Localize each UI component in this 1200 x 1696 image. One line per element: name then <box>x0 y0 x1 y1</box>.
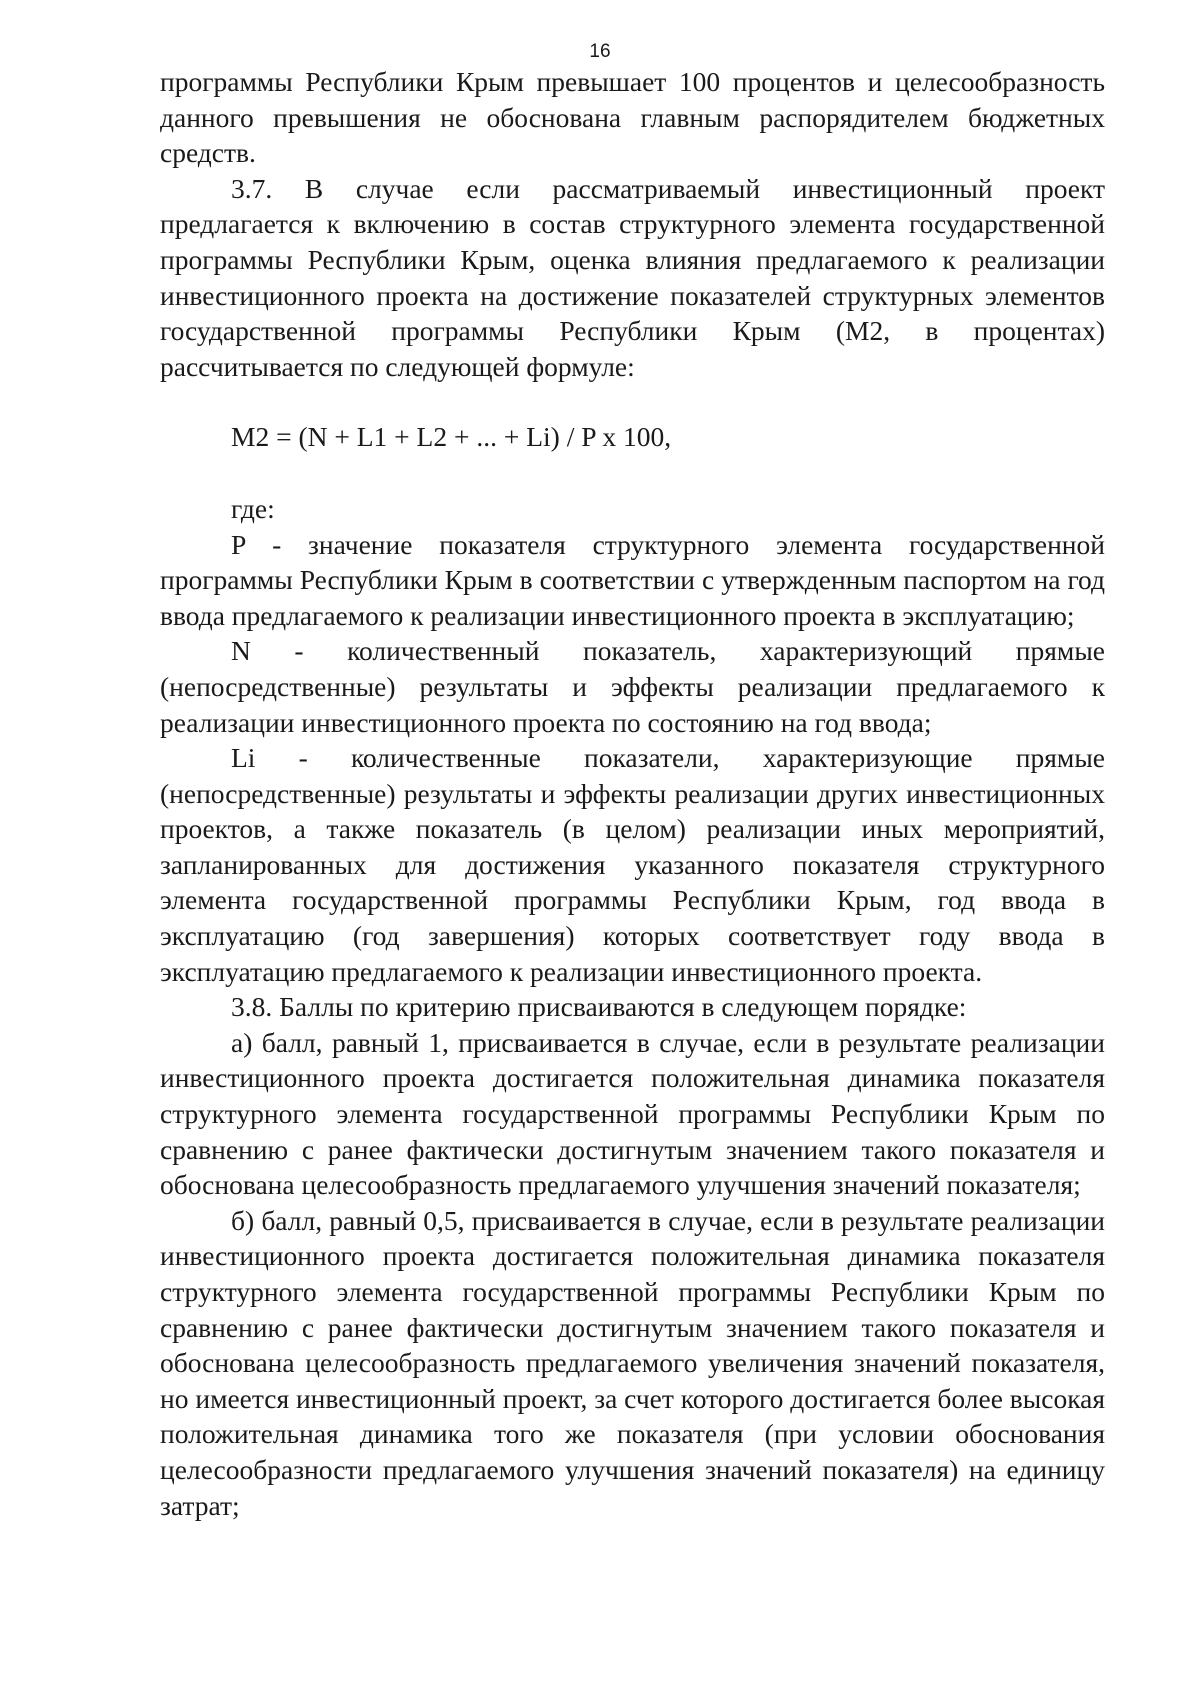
definition-n: N - количественный показатель, характеризующий прямые (непосредственные) результаты и эффекты реализации предлагаемого к реализации инвестиционного проекта по состоянию на год ввода; <box>160 635 1105 738</box>
definition-p: P - значение показателя структурного элемента государственной программы Республики Крым в соответствии с утвержденным паспортом на год ввода предлагаемого к реализации инвестиционного проекта в эксплуатацию; <box>160 528 1105 631</box>
item-a: а) балл, равный 1, присваивается в случае, если в результате реализации инвестиционного проекта достигается положительная динамика показателя структурного элемента государственной программы Республики Крым по сравнению с ранее фактически достигнутым значением такого показателя и обоснована целесообразность предлагаемого улучшения значений показателя; <box>160 1026 1105 1201</box>
page-number: 16 <box>589 41 611 62</box>
paragraph-3-8: 3.8. Баллы по критерию присваиваются в следующем порядке: <box>231 991 967 1023</box>
paragraph-3-7: 3.7. В случае если рассматриваемый инвестиционный проект предлагается к включению в состав структурного элемента государственной программы Республики Крым, оценка влияния предлагаемого к реализации инвестиционного проекта на достижение показателей структурных элементов государственной программы Республики Крым (М2, в процентах) рассчитывается по следующей формуле: <box>160 172 1105 382</box>
formula-m2: М2 = (N + L1 + L2 + ... + Li) / P x 100, <box>231 421 672 453</box>
paragraph-continuation: программы Республики Крым превышает 100 процентов и целесообразность данного превышения не обоснована главным распорядителем бюджетных средств. <box>160 66 1105 169</box>
item-b: б) балл, равный 0,5, присваивается в случае, если в результате реализации инвестиционного проекта достигается положительная динамика показателя структурного элемента государственной программы Республики Крым по сравнению с ранее фактически достигнутым значением такого показателя и обоснована целесообразность предлагаемого увеличения значений показателя, но имеется инвестиционный проект, за счет которого достигается более высокая положительная динамика того же показателя (при условии обоснования целесообразности предлагаемого улучшения значений показателя) на единицу затрат; <box>160 1204 1105 1521</box>
definition-li: Li - количественные показатели, характеризующие прямые (непосредственные) результаты и эффекты реализации других инвестиционных проектов, а также показатель (в целом) реализации иных мероприятий, запланированных для достижения указанного показателя структурного элемента государственной программы Республики Крым, год ввода в эксплуатацию (год завершения) которых соответствует году ввода в эксплуатацию предлагаемого к реализации инвестиционного проекта. <box>160 742 1105 987</box>
where-label: где: <box>231 492 275 524</box>
document-body <box>160 64 1105 1523</box>
